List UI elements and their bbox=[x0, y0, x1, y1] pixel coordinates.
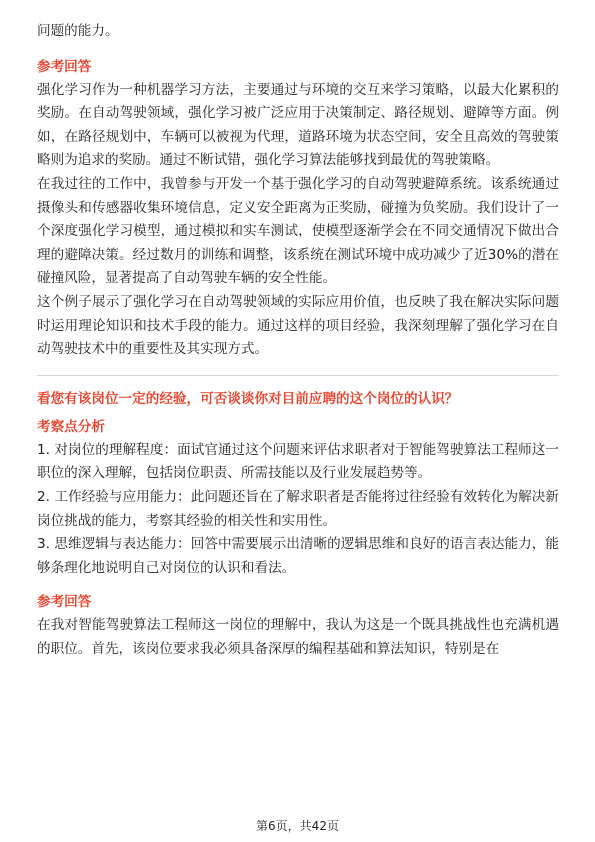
reference-answer-label: 参考回答 bbox=[37, 58, 92, 75]
analysis-item: 3. 思维逻辑与表达能力：回答中需要展示出清晰的逻辑思维和良好的语言表达能力，能够条理化地说明自己对岗位的认识和看法。 bbox=[37, 536, 559, 576]
section-divider bbox=[37, 375, 559, 376]
interview-question: 看您有该岗位一定的经验，可否谈谈你对目前应聘的这个岗位的认识？ bbox=[37, 390, 459, 407]
analysis-item: 2. 工作经验与应用能力：此问题还旨在了解求职者是否能将过往经验有效转化为解决新岗位挑战的能力，考察其经验的相关性和实用性。 bbox=[37, 488, 559, 529]
analysis-item: 1. 对岗位的理解程度：面试官通过这个问题来评估求职者对于智能驾驶算法工程师这一职位的深入理解，包括岗位职责、所需技能以及行业发展趋势等。 bbox=[37, 441, 559, 482]
previous-answer-fragment: 问题的能力。 bbox=[37, 23, 119, 39]
page-content bbox=[37, 20, 559, 661]
answer-paragraph: 这个例子展示了强化学习在自动驾驶领域的实际应用价值，也反映了我在解决实际问题时运用理论知识和技术手段的能力。通过这样的项目经验，我深刻理解了强化学习在自动驾驶技术中的重要性及其实现方式。 bbox=[37, 293, 559, 358]
page-number: 第6页，共42页 bbox=[256, 819, 339, 833]
answer-paragraph: 在我对智能驾驶算法工程师这一岗位的理解中，我认为这是一个既具挑战性也充满机遇的职位。首先，该岗位要求我必须具备深厚的编程基础和算法知识，特别是在 bbox=[37, 617, 559, 657]
analysis-label: 考察点分析 bbox=[37, 418, 105, 435]
answer-paragraph: 在我过往的工作中，我曾参与开发一个基于强化学习的自动驾驶避障系统。该系统通过摄像头和传感器收集环境信息，定义安全距离为正奖励，碰撞为负奖励。我们设计了一个深度强化学习模型，通过模拟和实车测试，使模型逐渐学会在不同交通情况下做出合理的避障决策。经过数月的训练和调整，该系统在测试环境中成功减少了近30%的潜在碰撞风险，显著提高了自动驾驶车辆的安全性能。 bbox=[37, 175, 559, 287]
answer-paragraph: 强化学习作为一种机器学习方法，主要通过与环境的交互来学习策略，以最大化累积的奖励。在自动驾驶领域，强化学习被广泛应用于决策制定、路径规划、避障等方面。例如，在路径规划中，车辆可以被视为代理，道路环境为状态空间，安全且高效的驾驶策略则为追求的奖励。通过不断试错，强化学习算法能够找到最优的驾驶策略。 bbox=[37, 81, 559, 169]
reference-answer-label: 参考回答 bbox=[37, 594, 92, 611]
